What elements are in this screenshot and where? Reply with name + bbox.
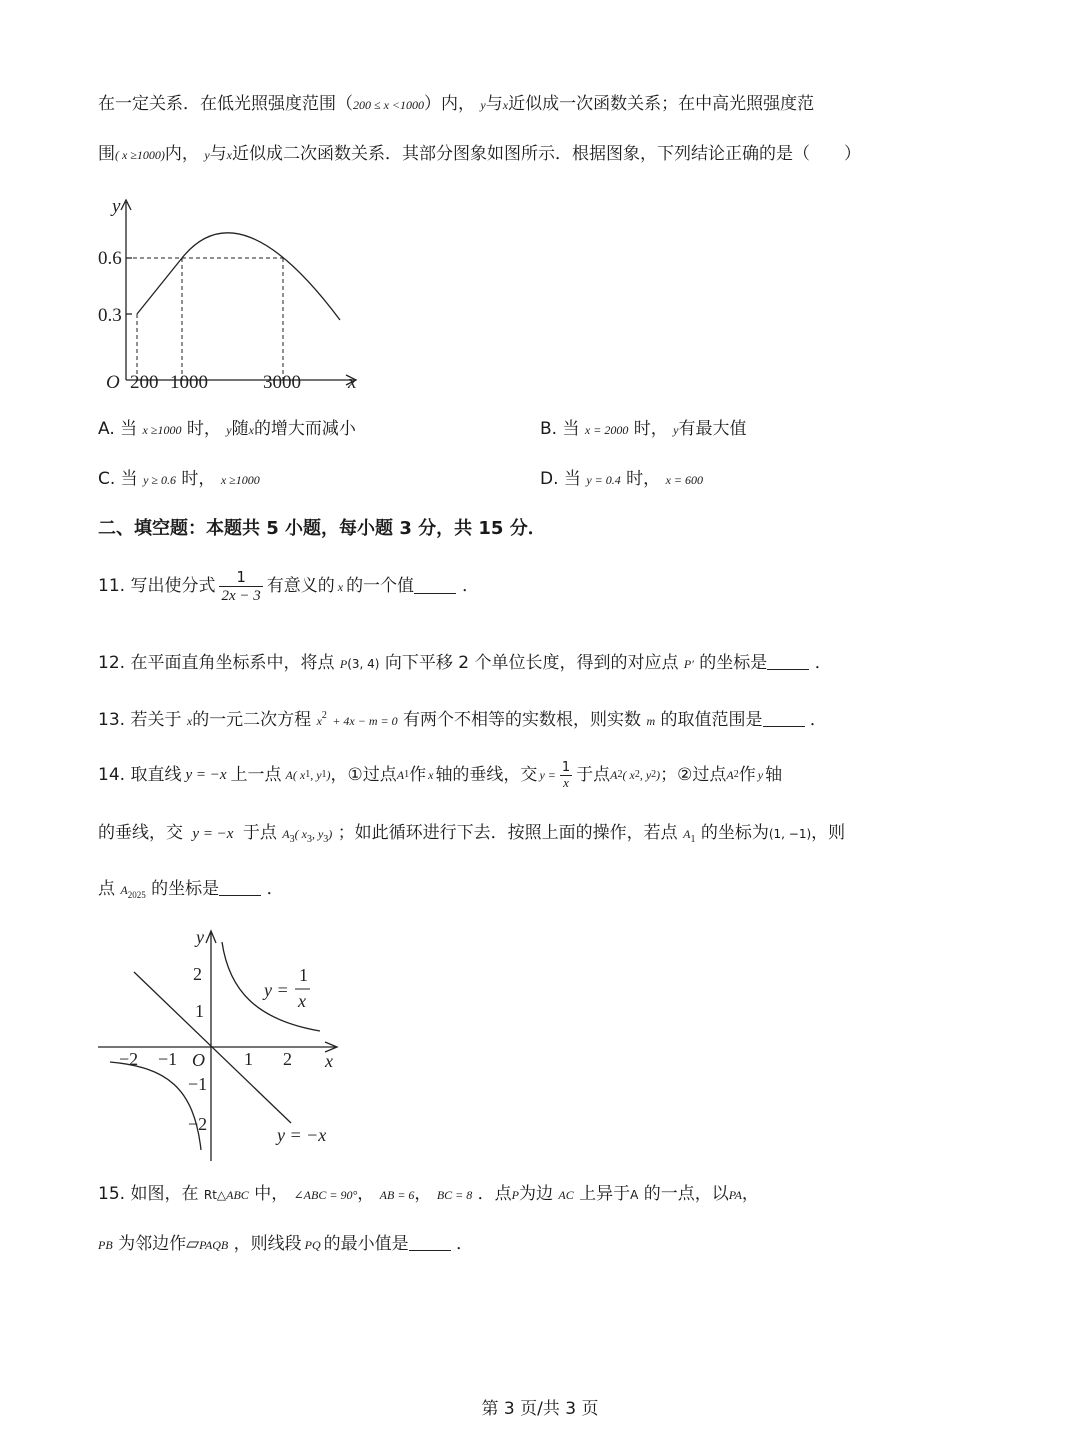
x-axis-label: x xyxy=(348,372,357,393)
q12-text: 12. 在平面直角坐标系中，将点 xyxy=(98,653,335,673)
line-equation: y = −x xyxy=(192,826,234,842)
y-tick-neg1: −1 xyxy=(188,1074,208,1094)
intro-text: 内， xyxy=(164,144,199,164)
curve-label-num: 1 xyxy=(299,965,308,985)
q13-text: ． xyxy=(809,710,827,730)
option-c xyxy=(98,471,260,488)
side-ab: AB = 6 xyxy=(379,1188,415,1202)
q15-text: 中， xyxy=(254,1184,289,1204)
option-text: A. 当 xyxy=(98,419,138,439)
q15-text: 的最小值是 xyxy=(323,1234,409,1254)
side-bc: BC = 8 xyxy=(436,1188,473,1202)
q14-text: 的坐标为 xyxy=(700,823,769,843)
q15-text: ．点 xyxy=(477,1184,512,1204)
question-14-line-3 xyxy=(98,881,284,900)
side-ac: AC xyxy=(558,1188,574,1202)
subscript: 2 xyxy=(651,769,657,780)
subscript: 1 xyxy=(690,834,696,845)
intro-text: 围 xyxy=(98,144,115,164)
option-result: x ≥1000 xyxy=(220,473,260,487)
x-tick-neg2: −2 xyxy=(119,1049,139,1069)
q15-text: ． xyxy=(456,1234,474,1254)
answer-blank[interactable] xyxy=(219,881,261,896)
question-11 xyxy=(98,568,479,605)
option-cond: x = 2000 xyxy=(584,423,629,437)
q14-text: 于点 xyxy=(242,823,277,843)
coord: ) xyxy=(328,827,333,841)
var-m: m xyxy=(646,714,656,728)
q15-text: 为边 xyxy=(519,1184,554,1204)
segment-linear xyxy=(137,258,182,314)
subscript: 2025 xyxy=(127,890,146,900)
y-tick-1: 1 xyxy=(195,1001,204,1021)
q14-text: ，①过点 xyxy=(330,764,397,785)
option-text: 时， xyxy=(186,419,221,439)
subscript: 1 xyxy=(321,769,327,780)
option-text: C. 当 xyxy=(98,469,138,489)
q15-text: 上异于 xyxy=(579,1184,631,1204)
x-tick-1: 1 xyxy=(244,1049,253,1069)
x-tick-200: 200 xyxy=(130,372,159,393)
option-b xyxy=(540,421,746,438)
segment-pa: PA xyxy=(728,1188,742,1202)
q14-text: 作 xyxy=(738,764,756,785)
point-a1: A xyxy=(683,827,691,841)
question-15-line-1 xyxy=(98,1186,759,1203)
fraction-denominator: x xyxy=(563,774,569,790)
intro-line-1 xyxy=(98,96,814,113)
answer-blank[interactable] xyxy=(763,712,805,727)
equation: + 4x − m = 0 xyxy=(332,714,398,728)
fraction-numerator: 1 xyxy=(561,759,571,775)
curve-quadratic xyxy=(182,233,340,320)
y-tick-03: 0.3 xyxy=(98,305,122,326)
question-12 xyxy=(98,655,832,672)
point-a: A xyxy=(630,1188,639,1202)
q15-text: 为邻边作 xyxy=(118,1234,187,1254)
var-y: y xyxy=(673,423,679,437)
option-result: x = 600 xyxy=(665,473,703,487)
intro-text: 近似成一次函数关系；在中高光照强度范 xyxy=(508,94,815,114)
answer-blank[interactable] xyxy=(767,655,809,670)
var-x: x xyxy=(186,714,193,728)
q14-text: 上一点 xyxy=(230,764,282,785)
subscript: 3 xyxy=(323,834,329,845)
parallelogram-name: PAQB xyxy=(199,1238,229,1252)
option-cond: x ≥1000 xyxy=(142,423,182,437)
coord: , y xyxy=(639,768,652,782)
var-x: x xyxy=(248,423,254,437)
option-text: 时， xyxy=(181,469,216,489)
y-tick-06: 0.6 xyxy=(98,248,122,269)
q13-text: 的一元二次方程 xyxy=(192,710,312,730)
x-tick-2: 2 xyxy=(283,1049,292,1069)
page-footer: 第 3 页/共 3 页 xyxy=(481,1399,599,1419)
subscript: 1 xyxy=(404,769,410,780)
x-tick-1000: 1000 xyxy=(170,372,208,393)
q11-text: 的一个值 xyxy=(346,576,415,596)
option-a xyxy=(98,421,356,438)
q15-text: ， xyxy=(741,1184,759,1204)
q11-text: ． xyxy=(462,576,480,596)
question-14-line-1 xyxy=(98,752,782,798)
var-x: x xyxy=(226,148,232,162)
segment-pb: PB xyxy=(98,1238,113,1252)
subscript: 2 xyxy=(617,769,623,780)
question-13 xyxy=(98,711,827,729)
answer-blank[interactable] xyxy=(409,1236,451,1251)
y-tick-2: 2 xyxy=(193,964,202,984)
q13-text: 的取值范围是 xyxy=(660,710,763,730)
question-14-line-2 xyxy=(98,825,845,845)
q14-text: 作 xyxy=(409,764,427,785)
option-text: 的增大而减小 xyxy=(253,419,356,439)
option-cond: y ≥ 0.6 xyxy=(143,473,177,487)
subscript: 1 xyxy=(305,769,311,780)
var-x: x xyxy=(428,768,434,782)
q14-text: 点 xyxy=(98,879,115,899)
q13-text: 有两个不相等的实数根，则实数 xyxy=(403,710,642,730)
x-axis-label: x xyxy=(325,1051,333,1071)
parallelogram-icon: ▱ xyxy=(186,1234,200,1254)
q11-fraction xyxy=(219,568,262,605)
eq-exponent: 2 xyxy=(321,710,327,721)
line-equation: y = −x xyxy=(185,766,227,783)
q15-text: ， xyxy=(414,1184,432,1204)
subscript: 2 xyxy=(733,769,739,780)
q14-text: ；②过点 xyxy=(660,764,727,785)
y-tick-neg2: −2 xyxy=(188,1114,208,1134)
point-a3: A xyxy=(282,827,290,841)
question-15-line-2 xyxy=(98,1236,473,1253)
curve-label-den: x xyxy=(298,991,306,1011)
option-text: D. 当 xyxy=(540,469,581,489)
var-y: y xyxy=(757,768,764,782)
point-a2: A xyxy=(726,768,734,782)
q11-text: 11. 写出使分式 xyxy=(98,576,216,596)
coord: , y xyxy=(311,827,324,841)
q12-text: ． xyxy=(814,653,832,673)
q14-text: ，则 xyxy=(811,823,846,843)
var-x: x xyxy=(337,579,344,594)
intro-text: 与 xyxy=(209,144,227,164)
q14-fraction xyxy=(560,761,572,790)
option-text: 有最大值 xyxy=(678,419,747,439)
var-x: x xyxy=(502,98,509,112)
intro-line-2 xyxy=(98,146,861,163)
angle-condition: ∠ABC = 90° xyxy=(293,1188,358,1202)
point-p: P xyxy=(339,657,348,671)
q14-text: 于点 xyxy=(576,764,611,785)
q14-text: ；如此循环进行下去．按照上面的操作，若点 xyxy=(337,823,678,843)
y-axis-label: y xyxy=(112,196,121,217)
intro-text: ）内， xyxy=(424,94,476,114)
fraction-numerator: 1 xyxy=(236,568,246,586)
intro-range: ( x ≥1000) xyxy=(115,148,165,162)
origin-label: O xyxy=(192,1050,205,1070)
q15-text: 15. 如图，在 xyxy=(98,1184,199,1204)
subscript: 2 xyxy=(634,769,640,780)
point-coords: (1, −1) xyxy=(768,827,812,841)
option-text: B. 当 xyxy=(540,419,580,439)
point-a2025: A xyxy=(120,883,128,897)
option-d xyxy=(540,471,703,488)
q14-text: ． xyxy=(266,879,284,899)
eq-x: x xyxy=(316,714,322,728)
coord: ( x xyxy=(622,768,635,782)
point-p-prime: P′ xyxy=(683,657,694,671)
x-tick-neg1: −1 xyxy=(158,1049,178,1069)
curve-label-lhs: y = xyxy=(264,980,289,1000)
q15-text: ， xyxy=(357,1184,375,1204)
triangle-name: ABC xyxy=(226,1188,249,1202)
q14-text: 14. 取直线 xyxy=(98,764,182,785)
subscript: 3 xyxy=(289,834,295,845)
q14-text: 轴 xyxy=(765,764,783,785)
option-cond: y = 0.4 xyxy=(586,473,621,487)
point-a: A xyxy=(285,768,293,782)
coord: ) xyxy=(326,768,331,782)
option-text: 随 xyxy=(231,419,249,439)
q15-text: ，则线段 xyxy=(233,1234,302,1254)
intro-text: 在一定关系．在低光照强度范围（ xyxy=(98,94,353,114)
triangle-symbol: Rt△ xyxy=(203,1188,227,1202)
intro-range: 200 ≤ x <1000 xyxy=(353,98,425,112)
var-y: y xyxy=(204,148,210,162)
y-axis-label: y xyxy=(196,927,204,947)
x-tick-3000: 3000 xyxy=(263,372,301,393)
q13-text: 13. 若关于 xyxy=(98,710,182,730)
intro-text: 与 xyxy=(485,94,503,114)
section-heading: 二、填空题：本题共 5 小题，每小题 3 分，共 15 分． xyxy=(98,518,546,539)
var-y: y xyxy=(226,423,232,437)
coord: ) xyxy=(656,768,661,782)
option-text: 时， xyxy=(633,419,668,439)
option-text: 时， xyxy=(626,469,661,489)
point-a1: A xyxy=(396,768,405,782)
origin-label: O xyxy=(106,372,120,393)
q11-text: 有意义的 xyxy=(266,576,335,596)
coord: ( x xyxy=(294,827,307,841)
curve-lhs: y = xyxy=(539,768,556,782)
point-coords: (3, 4) xyxy=(347,657,380,671)
q12-text: 向下平移 2 个单位长度，得到的对应点 xyxy=(384,653,679,673)
q15-text: 的一点，以 xyxy=(643,1184,729,1204)
graph-hyperbola xyxy=(96,925,356,1170)
answer-blank[interactable] xyxy=(414,579,456,594)
segment-pq: PQ xyxy=(304,1238,321,1252)
q12-text: 的坐标是 xyxy=(699,653,768,673)
q14-text: 轴的垂线，交 xyxy=(435,764,538,785)
intro-text: 近似成二次函数关系．其部分图象如图所示．根据图象，下列结论正确的是（ ） xyxy=(231,144,861,164)
subscript: 3 xyxy=(306,834,312,845)
fraction-denominator: 2x − 3 xyxy=(221,588,261,604)
point-p: P xyxy=(511,1188,520,1202)
line-label: y = −x xyxy=(277,1125,327,1145)
q14-text: 的坐标是 xyxy=(151,879,220,899)
graph-light-curve xyxy=(90,190,380,400)
point-a2: A xyxy=(610,768,618,782)
var-y: y xyxy=(480,98,486,112)
coord: ( x xyxy=(292,768,306,782)
q14-text: 的垂线，交 xyxy=(98,823,183,843)
coord: , y xyxy=(310,768,322,782)
